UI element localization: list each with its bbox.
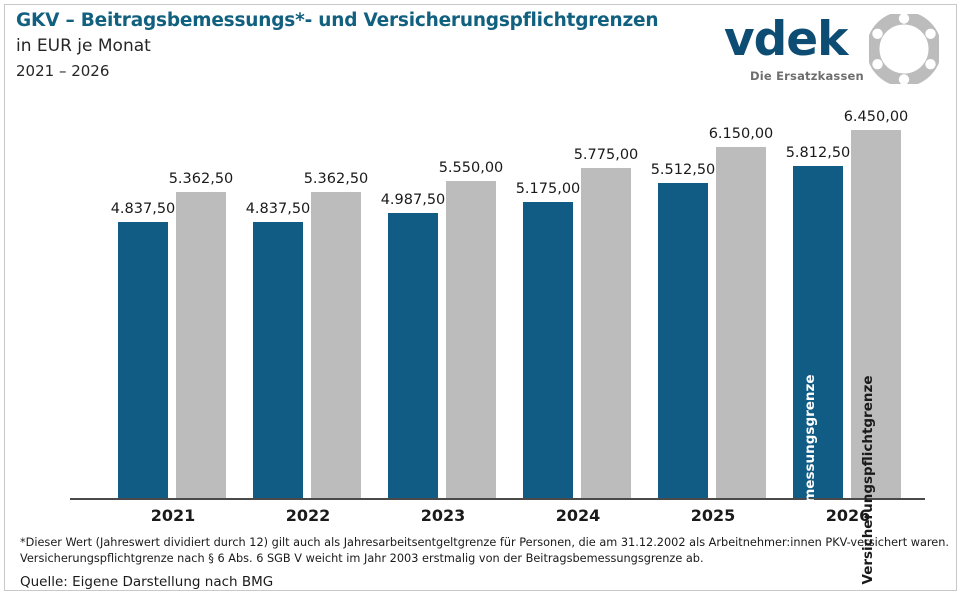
bar-value-label: 5.550,00: [438, 160, 504, 176]
bar-value-label: 5.362,50: [303, 171, 369, 187]
bar-value-label: 4.987,50: [380, 192, 446, 208]
bar-beitragsbemessungsgrenze-2021[interactable]: [110, 201, 176, 498]
source-note: Quelle: Eigene Darstellung nach BMG: [20, 573, 274, 590]
bar-value-label: 4.837,50: [245, 201, 311, 217]
chart-period: 2021 – 2026: [16, 62, 110, 80]
logo-tagline: Die Ersatzkassen: [750, 69, 864, 83]
logo-wordmark: vdek: [724, 12, 848, 67]
series-label-beitragsbemessungsgrenze: Beitragsbemessungsgrenze: [802, 374, 818, 586]
x-tick-2021: 2021: [150, 506, 196, 525]
series-label-versicherungspflichtgrenze: Versicherungspflichtgrenze: [860, 375, 876, 585]
x-tick-2026: 2026: [825, 506, 871, 525]
bar-beitragsbemessungsgrenze-2024[interactable]: [515, 181, 581, 498]
footnote-line-1: *Dieser Wert (Jahreswert dividiert durch 12) gilt auch als Jahresarbeitsentgeltgrenze für Personen, die am 31.12.2002 als Arbeitnehmer:innen PKV-versichert waren.: [20, 536, 949, 549]
x-tick-2022: 2022: [285, 506, 331, 525]
bar-value-label: 5.362,50: [168, 171, 234, 187]
bar-versicherungspflichtgrenze-2021[interactable]: [168, 171, 234, 498]
x-tick-2024: 2024: [555, 506, 601, 525]
bar-versicherungspflichtgrenze-2025[interactable]: [708, 126, 774, 498]
bar-value-label: 5.775,00: [573, 147, 639, 163]
bar-versicherungspflichtgrenze-2023[interactable]: [438, 160, 504, 498]
chart-header: [16, 10, 716, 80]
chart-subtitle: in EUR je Monat: [16, 36, 151, 56]
vdek-logo: [724, 12, 939, 90]
chart-footnotes: [20, 535, 949, 590]
bar-value-label: 5.512,50: [650, 162, 716, 178]
bar-value-label: 6.150,00: [708, 126, 774, 142]
x-axis-line: [70, 498, 925, 500]
bar-value-label: 6.450,00: [843, 109, 909, 125]
bar-beitragsbemessungsgrenze-2022[interactable]: [245, 201, 311, 498]
vdek-ring-icon: [869, 14, 939, 84]
bar-value-label: 5.812,50: [785, 145, 851, 161]
bar-versicherungspflichtgrenze-2022[interactable]: [303, 171, 369, 498]
bar-versicherungspflichtgrenze-2024[interactable]: [573, 147, 639, 498]
bar-value-label: 4.837,50: [110, 201, 176, 217]
x-tick-2025: 2025: [690, 506, 736, 525]
bar-value-label: 5.175,00: [515, 181, 581, 197]
x-tick-2023: 2023: [420, 506, 466, 525]
bar-beitragsbemessungsgrenze-2023[interactable]: [380, 192, 446, 498]
footnote-line-2: Versicherungspflichtgrenze nach § 6 Abs. 6 SGB V weicht im Jahr 2003 erstmalig von der Beitragsbemessungsgrenze ab.: [20, 552, 704, 566]
bar-beitragsbemessungsgrenze-2025[interactable]: [650, 162, 716, 498]
page-title: GKV – Beitragsbemessungs*- und Versicherungspflichtgrenzen: [16, 10, 659, 31]
